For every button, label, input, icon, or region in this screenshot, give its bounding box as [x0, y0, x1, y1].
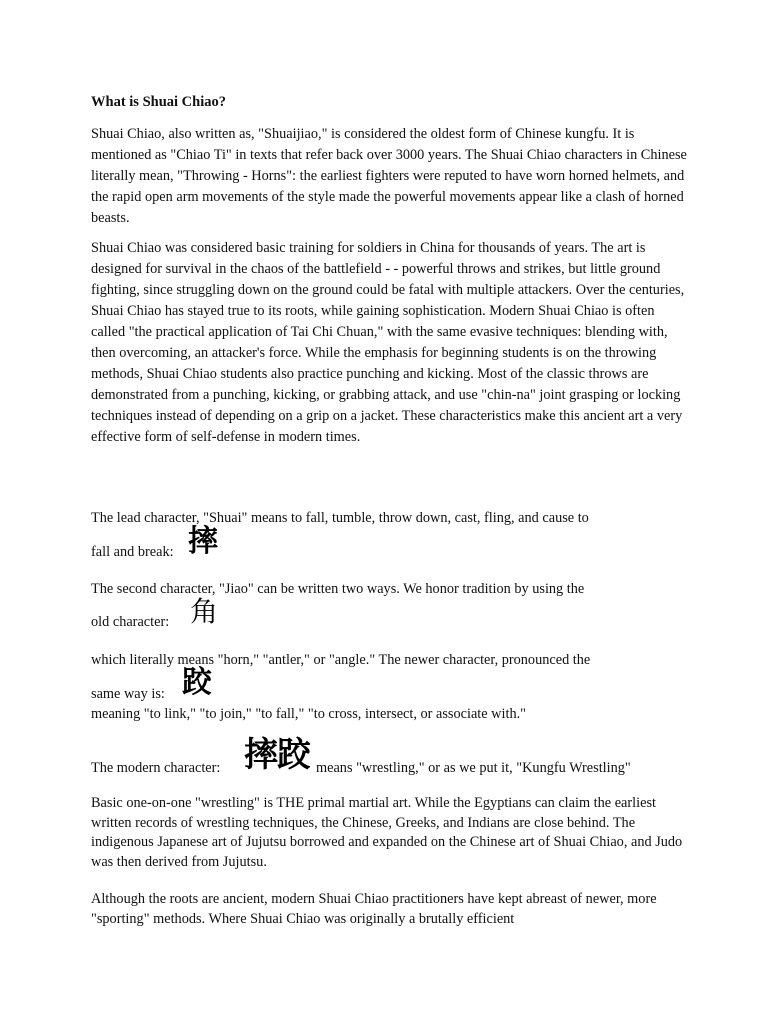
jiao-line-4: same way is: [91, 686, 165, 702]
page-title: What is Shuai Chiao? [91, 94, 226, 110]
jiao-line-3: which literally means "horn," "antler," or "angle." The newer character, pronounced the [91, 652, 591, 668]
intro-paragraph: Shuai Chiao, also written as, "Shuaijiao," is considered the oldest form of Chinese kungfu. It is mentioned as "Chiao Ti" in texts that refer back over 3000 years. The Shuai Chiao characters in Chinese literally mean, "Throwing - Horns": the earliest fighters were reputed to have worn horned helmets, and the rapid open arm movements of the style made the powerful movements appear like a clash of horned beasts. [91, 126, 687, 226]
shuai-line-1: The lead character, "Shuai" means to fall, tumble, throw down, cast, fling, and cause to [91, 510, 589, 526]
roots-paragraph: Although the roots are ancient, modern Shuai Chiao practitioners have kept abreast of newer, more "sporting" methods. Where Shuai Chiao was originally a brutally efficient [91, 891, 657, 927]
jiao-line-1: The second character, "Jiao" can be written two ways. We honor tradition by using the [91, 581, 585, 597]
modern-suffix: means "wrestling," or as we put it, "Kungfu Wrestling" [316, 760, 631, 776]
shuai-line-2: fall and break: [91, 544, 174, 560]
jiao-line-2: old character: [91, 614, 170, 630]
history-paragraph: Shuai Chiao was considered basic training for soldiers in China for thousands of years. The art is designed for survival in the chaos of the battlefield - - powerful throws and strikes, but little ground fighting, since struggling down on the ground could be fatal with multiple attackers. Over the centuries, Shuai Chiao has stayed true to its roots, while gaining sophistication. Modern Shuai Chiao is often called "the practical application of Tai Chi Chuan," with the same evasive techniques: blending with, then overcoming, an attacker's force. While the emphasis for beginning students is on the throwing methods, Shuai Chiao students also practice punching and kicking. Most of the classic throws are demonstrated from a punching, kicking, or grabbing attack, and use "chin-na" joint grasping or locking techniques instead of depending on a grip on a jacket. These characteristics make this ancient art a very effective form of self-defense in modern times. [91, 240, 685, 445]
modern-prefix: The modern character: [91, 760, 221, 776]
shuai-character: 摔 [188, 524, 218, 559]
basic-wrestling-paragraph: Basic one-on-one "wrestling" is THE primal martial art. While the Egyptians can claim the earliest written records of wrestling techniques, the Chinese, Greeks, and Indians are close behind. The indigenous Japanese art of Jujutsu borrowed and expanded on the Chinese art of Shuai Chiao, and Judo was then derived from Jujutsu. [91, 795, 683, 870]
modern-characters: 摔跤 [244, 735, 310, 775]
jiao-new-character: 跤 [182, 665, 212, 700]
jiao-old-character: 角 [190, 595, 219, 628]
jiao-line-5: meaning "to link," "to join," "to fall," "to cross, intersect, or associate with." [91, 706, 527, 722]
